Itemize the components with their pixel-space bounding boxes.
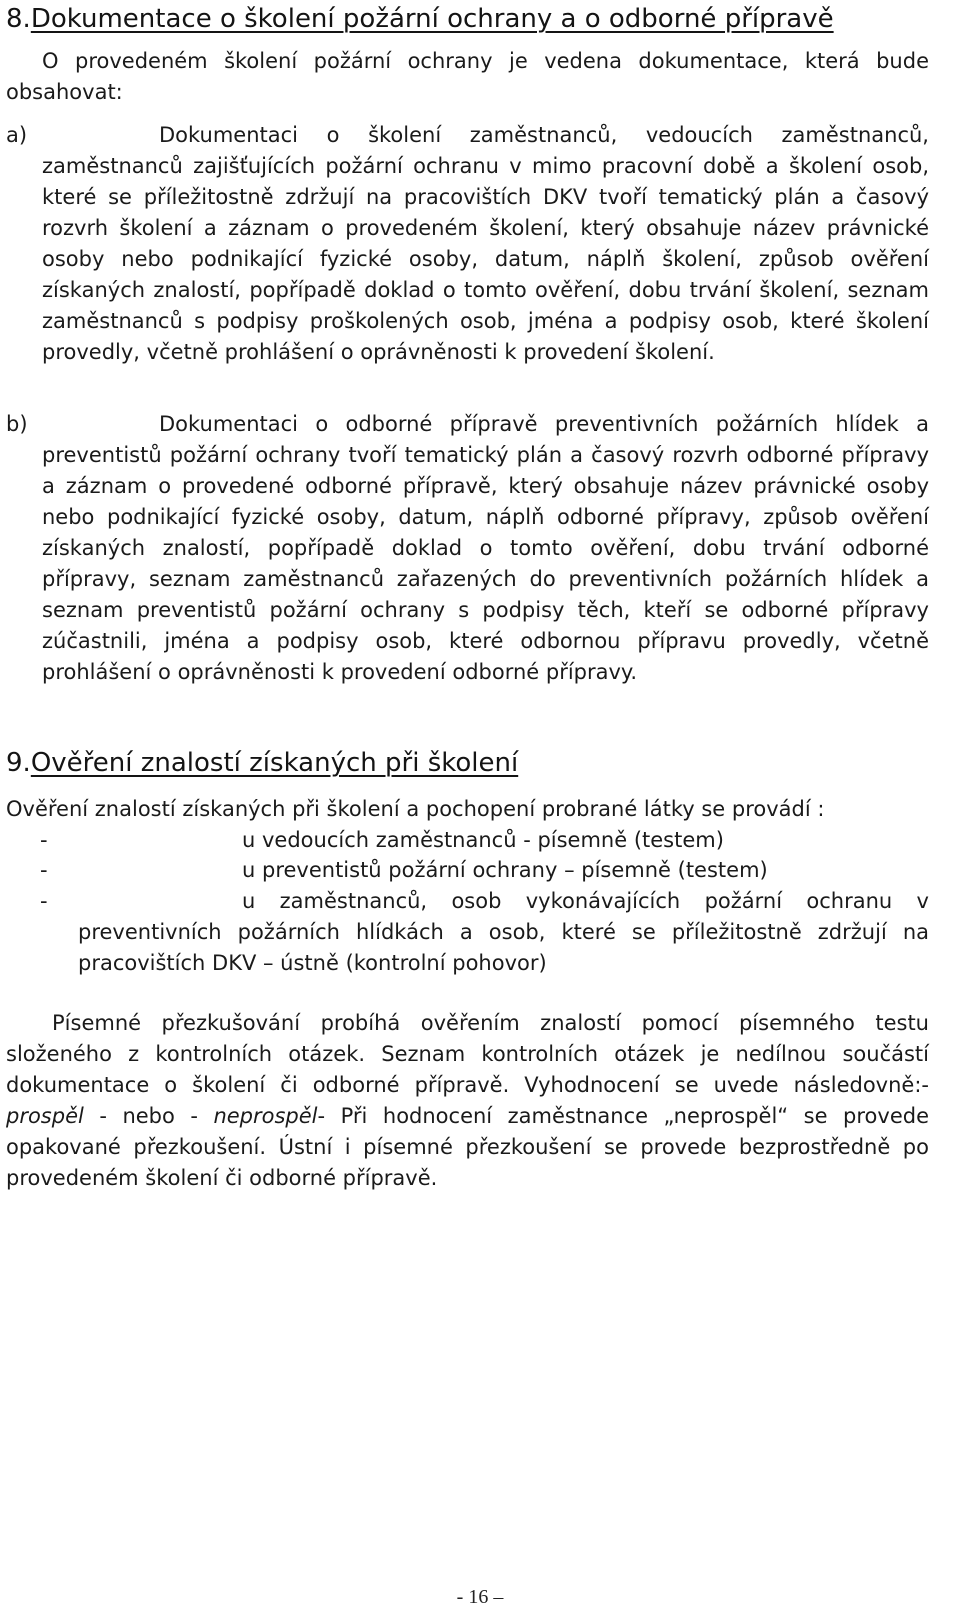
- dash-1-text: u vedoucích zaměstnanců - písemně (testem): [242, 828, 724, 852]
- section-9-heading: [6, 746, 518, 780]
- paragraph-part-1: Písemné přezkušování probíhá ověřením znalostí pomocí písemného testu složeného z kontrolních otázek. Seznam kontrolních otázek je nedílnou součástí dokumentace o školení či odborné přípravě. Vyhodnocení se uvede následovně:-: [6, 1011, 929, 1097]
- section-8-title: Dokumentace o školení požární ochrany a o odborné přípravě: [30, 4, 834, 34]
- section-9-paragraph: [6, 1008, 929, 1194]
- word-passed: prospěl: [6, 1104, 84, 1128]
- dash-2-text: u preventistů požární ochrany – písemně (testem): [242, 858, 768, 882]
- section-8-heading: [6, 2, 834, 36]
- section-9-title: Ověření znalostí získaných při školení: [30, 748, 519, 778]
- dash-1-marker: -: [40, 828, 48, 852]
- section-8-intro: O provedeném školení požární ochrany je vedena dokumentace, která bude obsahovat:: [6, 49, 929, 104]
- dash-3-text: u zaměstnanců, osob vykonávajících požární ochranu v preventivních požárních hlídkách a osob, které se příležitostně zdržují na pracovištích DKV – ústně (kontrolní pohovor): [78, 889, 929, 975]
- item-b-text: Dokumentaci o odborné přípravě preventivních požárních hlídek a preventistů požární ochrany tvoří tematický plán a časový rozvrh odborné přípravy a záznam o provedené odborné přípravě, který obsahuje název právnické osoby nebo podnikající fyzické osoby, datum, náplň odborné přípravy, způsob ověření získaných znalostí, popřípadě doklad o tomto ověření, dobu trvání odborné přípravy, seznam zaměstnanců zařazených do preventivních požárních hlídek a seznam preventistů požární ochrany s podpisy těch, kteří se odborné přípravy zúčastnili, jména a podpisy osob, které odbornou přípravu provedly, včetně prohlášení o oprávněnosti k provedení odborné přípravy.: [42, 412, 929, 684]
- paragraph-connector: - nebo -: [99, 1104, 198, 1128]
- paragraph-part-2: - Při hodnocení zaměstnance „neprospěl“ se provede opakované přezkoušení. Ústní i písemné přezkoušení se provede bezprostředně po provedeném školení či odborné přípravě.: [6, 1104, 929, 1190]
- section-9-number: 9.: [6, 748, 31, 778]
- dash-2-marker: -: [40, 858, 48, 882]
- dash-3-marker: -: [40, 889, 48, 913]
- section-9-intro: Ověření znalostí získaných při školení a pochopení probrané látky se provádí :: [6, 797, 825, 821]
- word-failed: neprospěl: [213, 1104, 318, 1128]
- page-number: - 16 –: [456, 1586, 504, 1608]
- item-a-text: Dokumentaci o školení zaměstnanců, vedoucích zaměstnanců, zaměstnanců zajišťujících požární ochranu v mimo pracovní době a školení osob, které se příležitostně zdržují na pracovištích DKV tvoří tematický plán a časový rozvrh školení a záznam o provedeném školení, který obsahuje název právnické osoby nebo podnikající fyzické osoby, datum, náplň školení, způsob ověření získaných znalostí, popřípadě doklad o tomto ověření, dobu trvání školení, seznam zaměstnanců s podpisy proškolených osob, jména a podpisy osob, které školení provedly, včetně prohlášení o oprávněnosti k provedení školení.: [42, 123, 929, 364]
- item-b-marker: b): [6, 412, 28, 436]
- section-8-number: 8.: [6, 4, 31, 34]
- item-a-marker: a): [6, 123, 28, 147]
